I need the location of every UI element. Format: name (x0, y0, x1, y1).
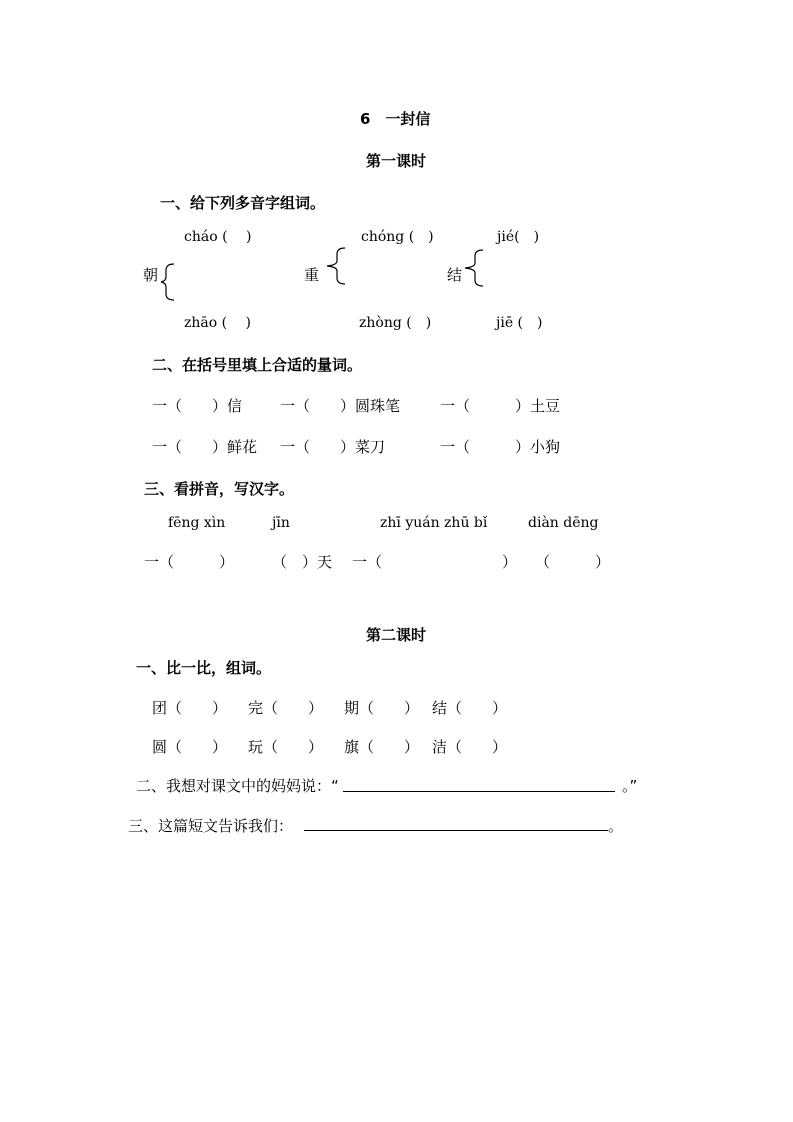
measure-word-item[interactable]: 一（ ）土豆 (440, 397, 561, 415)
measure-word-item[interactable]: 一（ ）信 (152, 397, 243, 415)
compare-item[interactable]: 洁（ ） (432, 738, 508, 756)
pinyin-prompt: diàn dēng (528, 515, 599, 531)
answer-line[interactable] (304, 830, 608, 831)
compare-item[interactable]: 旗（ ） (344, 738, 420, 756)
lesson1-title: 第一课时 (366, 152, 427, 170)
group-3-char: 结 (447, 266, 463, 284)
lesson1-section2-heading: 二、在括号里填上合适的量词。 (152, 356, 363, 374)
group-1-bottom: zhāo ( ) (184, 315, 251, 331)
group-2-char: 重 (304, 266, 320, 284)
compare-item[interactable]: 完（ ） (248, 699, 324, 717)
hanzi-blank[interactable]: 一（ ） (144, 553, 235, 571)
group-2-top: chóng ( ) (361, 229, 434, 245)
lesson2-section3-prefix: 三、这篇短文告诉我们： (128, 817, 294, 835)
lesson2-section2-prefix: 二、我想对课文中的妈妈说：“ (136, 777, 339, 795)
measure-word-item[interactable]: 一（ ）圆珠笔 (280, 397, 401, 415)
compare-item[interactable]: 团（ ） (152, 699, 228, 717)
compare-item[interactable]: 结（ ） (432, 699, 508, 717)
lesson2-title: 第二课时 (366, 626, 427, 644)
measure-word-item[interactable]: 一（ ）小狗 (440, 438, 561, 456)
measure-word-item[interactable]: 一（ ）鲜花 (152, 438, 258, 456)
pinyin-prompt: zhī yuán zhū bǐ (380, 515, 488, 531)
brace-icon (325, 246, 347, 286)
brace-icon (160, 262, 176, 302)
lesson2-section1-heading: 一、比一比，组词。 (136, 659, 272, 677)
hanzi-blank[interactable]: （ ）天 (272, 553, 333, 571)
group-1-char: 朝 (143, 266, 159, 284)
group-1-top: cháo ( ) (184, 229, 252, 245)
lesson2-section2-suffix: 。” (622, 777, 638, 795)
lesson1-section1-heading: 一、给下列多音字组词。 (160, 194, 326, 212)
answer-line[interactable] (343, 791, 615, 792)
compare-item[interactable]: 玩（ ） (248, 738, 324, 756)
document-title: 6 一封信 (360, 110, 431, 128)
group-2-bottom: zhòng ( ) (359, 315, 432, 331)
hanzi-blank[interactable]: 一（ ） (352, 553, 518, 571)
brace-icon (463, 248, 485, 288)
group-3-top: jié( ) (497, 229, 540, 245)
compare-item[interactable]: 期（ ） (344, 699, 420, 717)
lesson1-section3-heading: 三、看拼音，写汉字。 (144, 480, 295, 498)
group-3-bottom: jiē ( ) (496, 315, 543, 331)
compare-item[interactable]: 圆（ ） (152, 738, 228, 756)
pinyin-prompt: jīn (272, 515, 290, 531)
hanzi-blank[interactable]: （ ） (535, 553, 611, 571)
lesson2-section3-suffix: 。 (608, 817, 624, 835)
pinyin-prompt: fēng xìn (168, 515, 226, 531)
measure-word-item[interactable]: 一（ ）菜刀 (280, 438, 386, 456)
